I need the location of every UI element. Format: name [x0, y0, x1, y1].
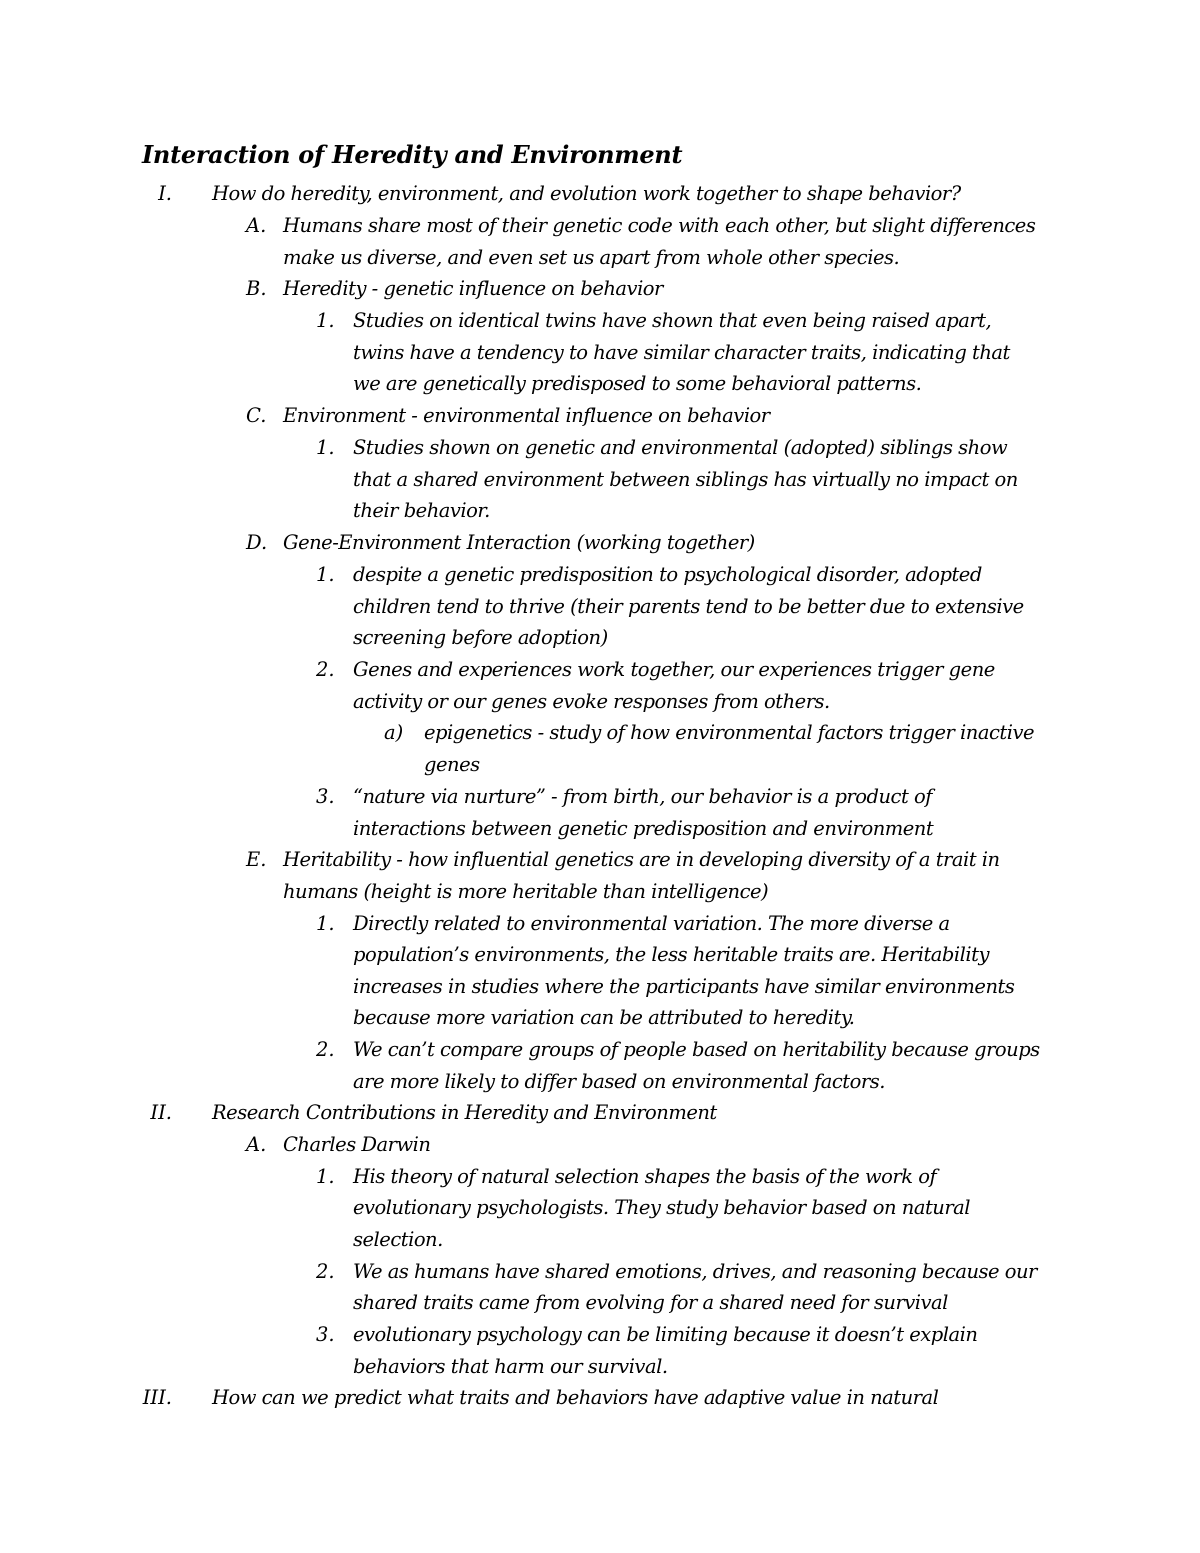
- subitem-marker: 3.: [316, 785, 335, 808]
- subsubitem-marker: a): [384, 721, 404, 744]
- subitem-line: Directly related to environmental variation. The more diverse a: [353, 912, 950, 935]
- subitem-line: evolutionary psychologists. They study behavior based on natural: [353, 1196, 971, 1219]
- item-marker: D.: [246, 531, 268, 554]
- subitem-line: Studies on identical twins have shown that even being raised apart,: [353, 309, 992, 332]
- item-line: Humans share most of their genetic code with each other, but slight differences: [283, 214, 1036, 237]
- subitem-marker: 2.: [316, 658, 335, 681]
- subitem-line: selection.: [353, 1228, 443, 1251]
- subitem-marker: 1.: [316, 436, 335, 459]
- subitem-line: that a shared environment between siblings has virtually no impact on: [353, 468, 1018, 491]
- subitem-line: increases in studies where the participants have similar environments: [353, 975, 1015, 998]
- document-title: Interaction of Heredity and Environment: [142, 140, 683, 169]
- item-marker: E.: [246, 848, 267, 871]
- subitem-line: We as humans have shared emotions, drives, and reasoning because our: [353, 1260, 1037, 1283]
- subitem-line: We can’t compare groups of people based on heritability because groups: [353, 1038, 1040, 1061]
- section-marker: I.: [158, 182, 172, 205]
- subitem-line: because more variation can be attributed to heredity.: [353, 1006, 855, 1029]
- subitem-line: screening before adoption): [353, 626, 608, 649]
- subitem-line: behaviors that harm our survival.: [353, 1355, 668, 1378]
- subsubitem-line: genes: [424, 753, 480, 776]
- subitem-line: evolutionary psychology can be limiting because it doesn’t explain: [353, 1323, 978, 1346]
- item-marker: A.: [246, 1133, 267, 1156]
- item-line: Heritability - how influential genetics are in developing diversity of a trait in: [283, 848, 1000, 871]
- subitem-line: His theory of natural selection shapes the basis of the work of: [353, 1165, 937, 1188]
- section-heading: Research Contributions in Heredity and Environment: [212, 1101, 717, 1124]
- subitem-marker: 1.: [316, 912, 335, 935]
- subitem-marker: 1.: [316, 563, 335, 586]
- section-marker: III.: [142, 1386, 172, 1409]
- section-marker: II.: [150, 1101, 172, 1124]
- subitem-line: Studies shown on genetic and environmental (adopted) siblings show: [353, 436, 1008, 459]
- subitem-line: children tend to thrive (their parents tend to be better due to extensive: [353, 595, 1024, 618]
- subitem-line: population’s environments, the less heritable traits are. Heritability: [353, 943, 989, 966]
- subitem-marker: 2.: [316, 1260, 335, 1283]
- subitem-line: “nature via nurture” - from birth, our behavior is a product of: [353, 785, 932, 808]
- section-heading: How do heredity, environment, and evolution work together to shape behavior?: [212, 182, 961, 205]
- subitem-line: we are genetically predisposed to some behavioral patterns.: [353, 372, 922, 395]
- subsubitem-line: epigenetics - study of how environmental factors trigger inactive: [424, 721, 1035, 744]
- item-marker: A.: [246, 214, 267, 237]
- item-line: Environment - environmental influence on behavior: [283, 404, 770, 427]
- item-marker: C.: [246, 404, 267, 427]
- item-line: Gene-Environment Interaction (working together): [283, 531, 755, 554]
- subitem-line: Genes and experiences work together, our experiences trigger gene: [353, 658, 995, 681]
- subitem-line: their behavior.: [353, 499, 490, 522]
- subitem-line: despite a genetic predisposition to psychological disorder, adopted: [353, 563, 982, 586]
- subitem-marker: 2.: [316, 1038, 335, 1061]
- subitem-marker: 1.: [316, 1165, 335, 1188]
- subitem-marker: 3.: [316, 1323, 335, 1346]
- subitem-line: shared traits came from evolving for a shared need for survival: [353, 1291, 948, 1314]
- item-line: humans (height is more heritable than intelligence): [283, 880, 769, 903]
- section-heading: How can we predict what traits and behaviors have adaptive value in natural: [212, 1386, 939, 1409]
- item-line: make us diverse, and even set us apart from whole other species.: [283, 246, 900, 269]
- subitem-line: twins have a tendency to have similar character traits, indicating that: [353, 341, 1010, 364]
- item-marker: B.: [246, 277, 267, 300]
- item-line: Charles Darwin: [283, 1133, 431, 1156]
- subitem-marker: 1.: [316, 309, 335, 332]
- subitem-line: activity or our genes evoke responses from others.: [353, 690, 830, 713]
- subitem-line: interactions between genetic predisposition and environment: [353, 817, 934, 840]
- subitem-line: are more likely to differ based on environmental factors.: [353, 1070, 885, 1093]
- item-line: Heredity - genetic influence on behavior: [283, 277, 663, 300]
